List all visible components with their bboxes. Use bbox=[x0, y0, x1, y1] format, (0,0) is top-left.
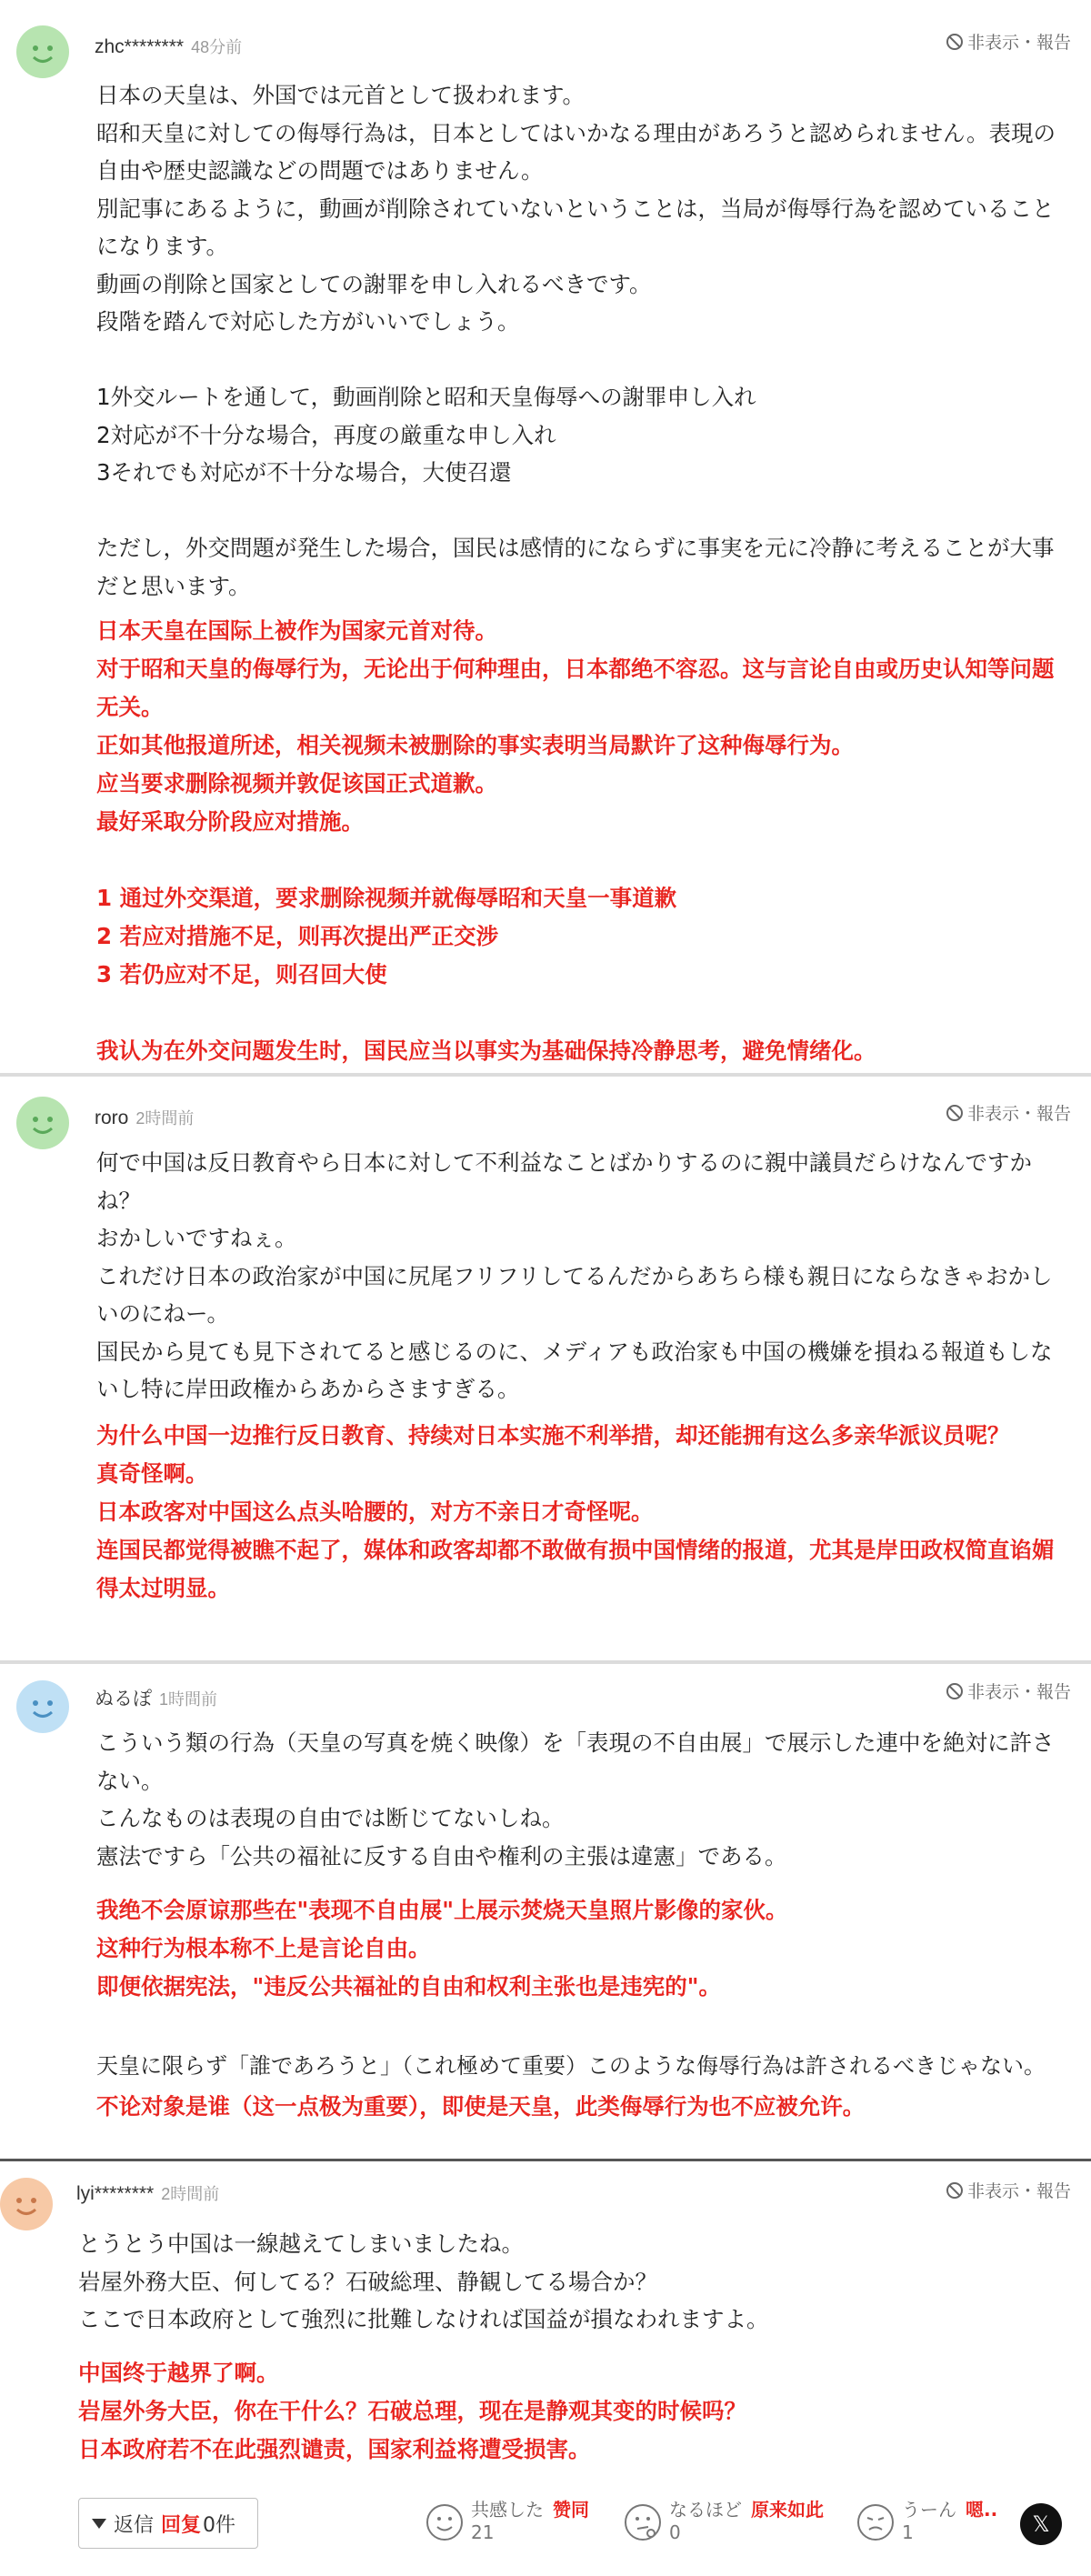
reply-label[interactable]: 返信 bbox=[114, 2513, 155, 2537]
reaction-translation: 赞同 bbox=[553, 2499, 589, 2521]
reaction-label[interactable]: なるほど bbox=[669, 2499, 742, 2521]
ban-icon bbox=[946, 1682, 964, 1700]
reaction-label[interactable]: うーん bbox=[902, 2499, 956, 2521]
thinking-face-icon bbox=[624, 2503, 662, 2541]
smile-face-icon bbox=[425, 2503, 464, 2541]
username-text[interactable]: ぬるぽ bbox=[95, 1689, 152, 1709]
comment-text: 何で中国は反日教育やら日本に対して不利益なことばかりするのに親中議員だらけなんですかね？ おかしいですねぇ。 これだけ日本の政治家が中国に尻尾フリフリしてるんだからあちら様も親日にならなきゃおかしいのにねー。 国民から見ても見下されてると感じるのに、メディアも政治家も中国の機嫌を損ねる報道もしないし特に岸田政権からあからさますぎる。 bbox=[96, 1149, 1053, 1402]
hide-report-label[interactable]: 非表示・報告 bbox=[966, 1105, 1071, 1124]
comment-text: とうとう中国は一線越えてしまいましたね。 岩屋外務大臣、何してる？石破総理、静観してる場合か？ ここで日本政府として強烈に批難しなければ国益が損なわれますよ。 bbox=[78, 2230, 769, 2332]
hide-report-label[interactable]: 非表示・報告 bbox=[966, 2182, 1071, 2201]
reaction-count: 0 bbox=[669, 2521, 681, 2543]
avatar[interactable] bbox=[16, 1680, 69, 1733]
comment-2 bbox=[0, 1077, 1091, 1660]
caret-down-icon bbox=[92, 2519, 106, 2529]
comment-text: 日本の天皇は、外国では元首として扱われます。 昭和天皇に対しての侮辱行為は，日本としてはいかなる理由があろうと認められません。表現の自由や歴史認識などの問題ではありません。 別記事にあるように，動画が削除されていないということは，当局が侮辱行為を認めていることになります。 動画の削除と国家としての謝罪を申し入れるべきです。 段階を踏んで対応した方がいいでしょう。 1外交ルートを通して，動画削除と昭和天皇侮辱への謝罪申し入れ 2対応が不十分な場合，再度の厳重な申し入れ 3それでも対応が不十分な場合，大使召還 ただし，外交問題が発生した場合，国民は感情的にならずに事実を元に冷静に考えることが大事だと思います。 bbox=[96, 82, 1056, 599]
username-text[interactable]: lyi******** bbox=[76, 2183, 155, 2204]
avatar[interactable] bbox=[0, 2178, 53, 2230]
hide-report-link[interactable] bbox=[946, 1100, 1071, 1125]
reaction-translation: 原来如此 bbox=[751, 2499, 824, 2521]
timestamp: 2時間前 bbox=[135, 1109, 195, 1128]
translation-text: 中国终于越界了啊。 岩屋外务大臣，你在干什么？石破总理，现在是静观其变的时候吗？ 日本政府若不在此强烈谴责，国家利益将遭受损害。 bbox=[78, 2360, 746, 2462]
reaction-empathy[interactable] bbox=[425, 2498, 589, 2543]
translation-text: 我绝不会原谅那些在"表现不自由展"上展示焚烧天皇照片影像的家伙。 这种行为根本称不上是言论自由。 即便依据宪法，"违反公共福祉的自由和权利主张也是违宪的"。 bbox=[96, 1897, 788, 2000]
hide-report-label[interactable]: 非表示・報告 bbox=[966, 1683, 1071, 1702]
ban-icon bbox=[946, 33, 964, 51]
comment-4 bbox=[0, 2161, 1091, 2576]
reaction-uun[interactable] bbox=[856, 2498, 997, 2543]
hide-report-label[interactable]: 非表示・報告 bbox=[966, 34, 1071, 53]
comment-text-2: 天皇に限らず「誰であろうと」（これ極めて重要）このような侮辱行為は許されるべきじゃない。 bbox=[96, 2053, 1046, 2079]
ban-icon bbox=[946, 2181, 964, 2200]
username[interactable] bbox=[95, 1684, 217, 1711]
reaction-label[interactable]: 共感した bbox=[471, 2499, 544, 2521]
timestamp: 2時間前 bbox=[161, 2185, 220, 2203]
reaction-count: 1 bbox=[902, 2521, 914, 2543]
x-share-icon[interactable]: 𝕏 bbox=[1020, 2503, 1062, 2545]
hide-report-link[interactable] bbox=[946, 1679, 1071, 1703]
reaction-naruhodo[interactable] bbox=[624, 2498, 824, 2543]
avatar[interactable] bbox=[16, 1097, 69, 1149]
translation-text: 日本天皇在国际上被作为国家元首对待。 对于昭和天皇的侮辱行为，无论出于何种理由，日本都绝不容忍。这与言论自由或历史认知等问题无关。 正如其他报道所述，相关视频未被删除的事实表明当局默许了这种侮辱行为。 应当要求删除视频并敦促该国正式道歉。 最好采取分阶段应对措施。 1 通过外交渠道，要求删除视频并就侮辱昭和天皇一事道歉 2 若应对措施不足，则再次提出严正交涉 3 若仍应对不足，则召回大使 我认为在外交问题发生时，国民应当以事实为基础保持冷静思考，避免情绪化。 bbox=[96, 617, 1055, 1064]
username[interactable] bbox=[95, 1106, 194, 1129]
username-text[interactable]: roro bbox=[95, 1108, 129, 1128]
comment-text: こういう類の行為（天皇の写真を焼く映像）を「表現の不自由展」で展示した連中を絶対に許さない。 こんなものは表現の自由では断じてないしね。 憲法ですら「公共の福祉に反する自由や権利の主張は違憲」である。 bbox=[96, 1729, 1055, 1869]
username[interactable] bbox=[95, 35, 242, 58]
reply-button[interactable] bbox=[78, 2498, 258, 2549]
avatar[interactable] bbox=[16, 25, 69, 78]
hide-report-link[interactable] bbox=[946, 29, 1071, 54]
ban-icon bbox=[946, 1104, 964, 1122]
reply-count: 0件 bbox=[203, 2513, 236, 2537]
hide-report-link[interactable] bbox=[946, 2178, 1071, 2202]
translation-text-2: 不论对象是谁（这一点极为重要），即使是天皇，此类侮辱行为也不应被允许。 bbox=[96, 2093, 866, 2120]
username[interactable] bbox=[76, 2181, 219, 2205]
translation-text: 为什么中国一边推行反日教育、持续对日本实施不利举措，却还能拥有这么多亲华派议员呢？ 真奇怪啊。 日本政客对中国这么点头哈腰的，对方不亲日才奇怪呢。 连国民都觉得被瞧不起了，媒体和政客却都不敢做有损中国情绪的报道，尤其是岸田政权简直谄媚得太过明显。 bbox=[96, 1422, 1055, 1601]
username-text[interactable]: zhc******** bbox=[95, 36, 185, 57]
timestamp: 1時間前 bbox=[159, 1690, 218, 1709]
comment-3 bbox=[0, 1664, 1091, 2159]
timestamp: 48分前 bbox=[191, 38, 243, 56]
confused-face-icon bbox=[856, 2503, 895, 2541]
reply-translation[interactable]: 回复 bbox=[161, 2513, 202, 2537]
comment-1 bbox=[0, 0, 1091, 1075]
reaction-count: 21 bbox=[471, 2521, 495, 2543]
reaction-translation: 嗯.. bbox=[966, 2499, 998, 2521]
